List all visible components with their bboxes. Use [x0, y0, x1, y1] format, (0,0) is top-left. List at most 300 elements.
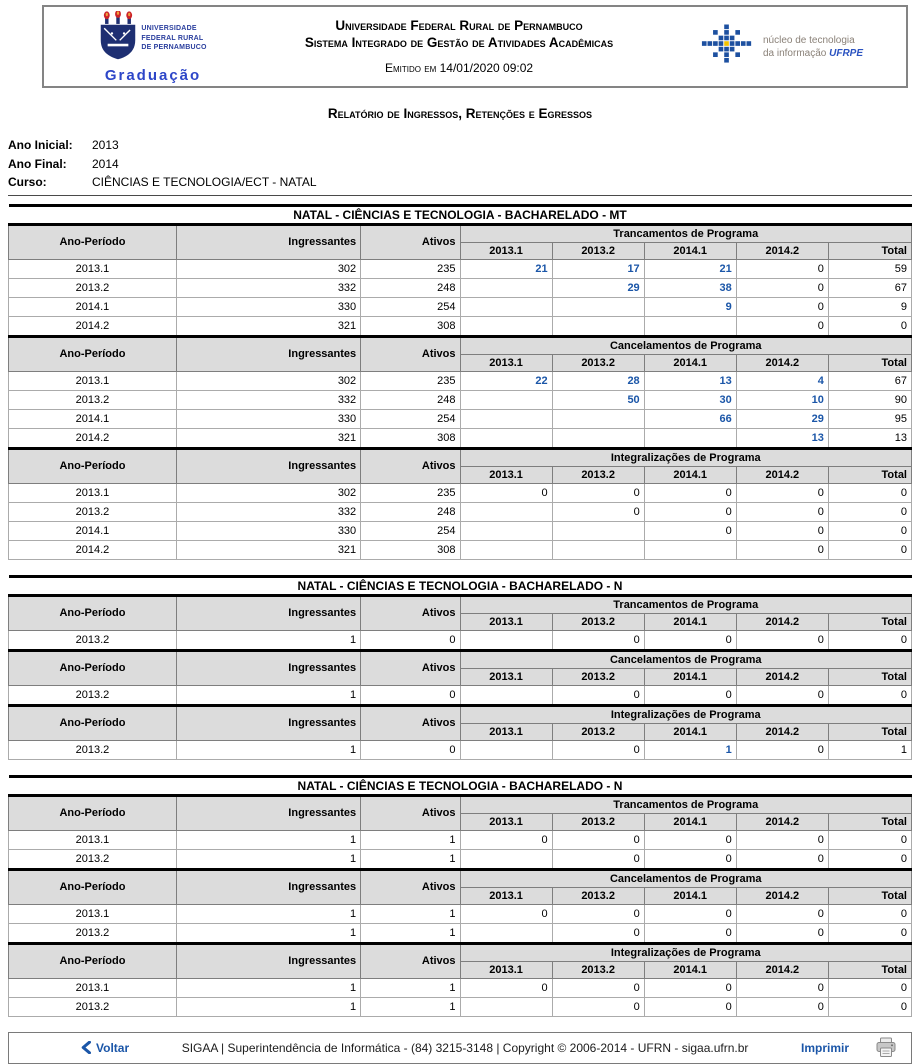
count-link[interactable]: 66 — [644, 409, 736, 428]
col-header-ano-periodo: Ano-Período — [9, 650, 177, 685]
col-header-period: 2014.2 — [736, 613, 828, 630]
cell-value: 0 — [644, 630, 736, 650]
col-header-ingressantes: Ingressantes — [176, 336, 360, 371]
col-header-period: 2013.1 — [460, 813, 552, 830]
cell-ano-periodo: 2014.2 — [9, 316, 177, 336]
col-header-period: 2013.2 — [552, 242, 644, 259]
table-row — [9, 830, 912, 849]
table-row — [9, 630, 912, 650]
cell-ativos: 254 — [361, 521, 460, 540]
cell-value: 0 — [552, 849, 644, 869]
cell-value: 0 — [736, 849, 828, 869]
nti-line2: da informação UFRPE — [762, 47, 864, 59]
university-logo-text — [141, 24, 206, 52]
print-button[interactable]: Imprimir — [800, 1040, 849, 1055]
cell-ativos: 0 — [361, 740, 460, 759]
col-header-period: 2013.2 — [552, 613, 644, 630]
col-header-total: Total — [828, 887, 911, 904]
col-header-period: 2014.2 — [736, 887, 828, 904]
col-header-ingressantes: Ingressantes — [176, 869, 360, 904]
table-row — [9, 483, 912, 502]
cell-ativos: 0 — [361, 630, 460, 650]
count-link[interactable]: 28 — [552, 371, 644, 390]
col-header-ativos: Ativos — [361, 336, 460, 371]
cell-ano-periodo: 2013.2 — [9, 278, 177, 297]
ufrpe-shield-icon — [99, 11, 137, 66]
cell-total: 0 — [828, 830, 911, 849]
cell-ano-periodo: 2013.2 — [9, 740, 177, 759]
section-header: Trancamentos de Programa — [460, 595, 912, 613]
cell-total: 0 — [828, 904, 911, 923]
cell-value: 0 — [736, 316, 828, 336]
count-link[interactable]: 9 — [644, 297, 736, 316]
cell-total: 0 — [828, 521, 911, 540]
count-link[interactable]: 4 — [736, 371, 828, 390]
table-row — [9, 685, 912, 705]
cell-value: 0 — [552, 978, 644, 997]
cell-ano-periodo: 2013.2 — [9, 849, 177, 869]
back-button[interactable] — [81, 1041, 129, 1055]
cell-total: 90 — [828, 390, 911, 409]
param-value: CIÊNCIAS E TECNOLOGIA/ECT - NATAL — [92, 175, 317, 190]
cell-value: 0 — [552, 904, 644, 923]
cell-value — [460, 849, 552, 869]
count-link[interactable]: 29 — [552, 278, 644, 297]
cell-value — [552, 540, 644, 559]
table-row — [9, 297, 912, 316]
page-header — [42, 5, 908, 88]
cell-ano-periodo: 2014.2 — [9, 428, 177, 448]
cell-total: 0 — [828, 316, 911, 336]
cell-value: 0 — [736, 297, 828, 316]
col-header-period: 2014.1 — [644, 242, 736, 259]
cell-total: 9 — [828, 297, 911, 316]
cell-value: 0 — [460, 978, 552, 997]
col-header-period: 2013.2 — [552, 354, 644, 371]
section-header: Integralizações de Programa — [460, 448, 912, 466]
module-name: Graduação — [104, 67, 202, 84]
cell-ativos: 1 — [361, 830, 460, 849]
nti-starburst-icon — [699, 18, 755, 75]
cell-value: 0 — [644, 923, 736, 943]
cell-value: 0 — [736, 685, 828, 705]
cell-value — [552, 521, 644, 540]
col-header-period: 2013.1 — [460, 613, 552, 630]
cell-ingressantes: 302 — [176, 371, 360, 390]
cell-value: 0 — [736, 483, 828, 502]
count-link[interactable]: 17 — [552, 259, 644, 278]
page-title: Relatório de Ingressos, Retenções e Egressos — [327, 106, 593, 121]
col-header-ingressantes: Ingressantes — [176, 650, 360, 685]
cell-ingressantes: 1 — [176, 923, 360, 943]
col-header-period: 2014.2 — [736, 354, 828, 371]
cell-value — [552, 316, 644, 336]
cell-total: 1 — [828, 740, 911, 759]
col-header-ano-periodo: Ano-Período — [9, 595, 177, 630]
emitted-timestamp: Emitido em 14/01/2020 09:02 — [384, 60, 534, 75]
col-header-ativos: Ativos — [361, 595, 460, 630]
section-header: Cancelamentos de Programa — [460, 336, 912, 354]
table-row — [9, 502, 912, 521]
col-header-period: 2014.1 — [644, 723, 736, 740]
cell-value — [460, 428, 552, 448]
cell-ingressantes: 1 — [176, 740, 360, 759]
cell-total: 0 — [828, 849, 911, 869]
col-header-period: 2014.2 — [736, 813, 828, 830]
col-header-ativos: Ativos — [361, 448, 460, 483]
back-button-label: Voltar — [96, 1040, 130, 1055]
col-header-period: 2013.2 — [552, 961, 644, 978]
col-header-period: 2013.2 — [552, 668, 644, 685]
nti-line1: núcleo de tecnologia — [762, 34, 855, 46]
cell-ingressantes: 321 — [176, 428, 360, 448]
cell-value — [460, 997, 552, 1016]
col-header-period: 2013.1 — [460, 466, 552, 483]
section-header: Integralizações de Programa — [460, 943, 912, 961]
cell-ingressantes: 1 — [176, 830, 360, 849]
cell-value — [552, 409, 644, 428]
cell-value: 0 — [460, 830, 552, 849]
cell-ativos: 235 — [361, 371, 460, 390]
cell-value — [460, 502, 552, 521]
cell-total: 59 — [828, 259, 911, 278]
cell-total: 0 — [828, 540, 911, 559]
cell-ativos: 1 — [361, 904, 460, 923]
cell-value: 0 — [644, 849, 736, 869]
param-label: Ano Inicial: — [8, 138, 73, 152]
report-table — [8, 575, 912, 760]
cell-ano-periodo: 2013.2 — [9, 502, 177, 521]
cell-ano-periodo: 2014.1 — [9, 409, 177, 428]
table-row — [9, 316, 912, 336]
nti-logo-text — [763, 34, 863, 60]
table-row — [9, 521, 912, 540]
cell-ativos: 0 — [361, 685, 460, 705]
cell-ingressantes: 332 — [176, 502, 360, 521]
table-row — [9, 409, 912, 428]
cell-ingressantes: 330 — [176, 409, 360, 428]
cell-ativos: 308 — [361, 428, 460, 448]
table-row — [9, 923, 912, 943]
cell-ativos: 248 — [361, 502, 460, 521]
col-header-period: 2014.1 — [644, 813, 736, 830]
table-title: NATAL - CIÊNCIAS E TECNOLOGIA - BACHARELADO - N — [9, 776, 912, 795]
col-header-ativos: Ativos — [361, 650, 460, 685]
cell-value: 0 — [552, 630, 644, 650]
count-link[interactable]: 10 — [736, 390, 828, 409]
cell-ano-periodo: 2013.2 — [9, 923, 177, 943]
system-name: Sistema Integrado de Gestão de Atividades Acadêmicas — [304, 35, 614, 50]
col-header-period: 2014.2 — [736, 466, 828, 483]
param-label: Ano Final: — [8, 156, 67, 171]
cell-value: 0 — [644, 521, 736, 540]
col-header-period: 2014.1 — [644, 613, 736, 630]
count-link[interactable]: 21 — [460, 259, 552, 278]
cell-value: 0 — [644, 904, 736, 923]
cell-value: 0 — [644, 483, 736, 502]
col-header-period: 2013.2 — [552, 466, 644, 483]
col-header-total: Total — [828, 961, 911, 978]
cell-ativos: 254 — [361, 297, 460, 316]
divider — [8, 195, 912, 196]
cell-value: 0 — [736, 502, 828, 521]
cell-ingressantes: 321 — [176, 316, 360, 336]
cell-total: 0 — [828, 630, 911, 650]
cell-value: 0 — [736, 540, 828, 559]
cell-value — [460, 923, 552, 943]
cell-value — [460, 540, 552, 559]
cell-total: 0 — [828, 483, 911, 502]
col-header-ingressantes: Ingressantes — [176, 448, 360, 483]
cell-total: 13 — [828, 428, 911, 448]
cell-ingressantes: 332 — [176, 278, 360, 297]
col-header-total: Total — [828, 354, 911, 371]
count-link[interactable]: 21 — [644, 259, 736, 278]
cell-ativos: 235 — [361, 259, 460, 278]
cell-ano-periodo: 2013.1 — [9, 978, 177, 997]
col-header-ingressantes: Ingressantes — [176, 943, 360, 978]
col-header-period: 2014.1 — [644, 466, 736, 483]
col-header-ativos: Ativos — [361, 705, 460, 740]
count-link[interactable]: 1 — [644, 740, 736, 759]
param-ano-inicial — [8, 136, 912, 155]
section-header: Trancamentos de Programa — [460, 795, 912, 813]
table-row — [9, 904, 912, 923]
col-header-period: 2013.1 — [460, 668, 552, 685]
cell-value: 0 — [552, 923, 644, 943]
cell-ativos: 1 — [361, 978, 460, 997]
col-header-period: 2014.2 — [736, 668, 828, 685]
count-link[interactable]: 50 — [552, 390, 644, 409]
cell-ano-periodo: 2013.1 — [9, 371, 177, 390]
cell-value — [644, 316, 736, 336]
table-row — [9, 428, 912, 448]
cell-ano-periodo: 2013.1 — [9, 904, 177, 923]
cell-ingressantes: 1 — [176, 685, 360, 705]
cell-ano-periodo: 2013.2 — [9, 630, 177, 650]
table-title-row — [9, 205, 912, 224]
logo-line: FEDERAL RURAL — [141, 34, 204, 42]
cell-total: 0 — [828, 685, 911, 705]
col-header-period: 2013.1 — [460, 887, 552, 904]
col-header-period: 2013.1 — [460, 242, 552, 259]
col-header-period: 2014.2 — [736, 242, 828, 259]
table-title-row — [9, 776, 912, 795]
col-header-period: 2014.2 — [736, 961, 828, 978]
cell-ingressantes: 1 — [176, 849, 360, 869]
col-header-ativos: Ativos — [361, 869, 460, 904]
col-header-ano-periodo: Ano-Período — [9, 336, 177, 371]
cell-ano-periodo: 2013.1 — [9, 259, 177, 278]
cell-value — [460, 278, 552, 297]
cell-ativos: 248 — [361, 390, 460, 409]
cell-value: 0 — [552, 502, 644, 521]
param-label: Curso: — [8, 175, 47, 190]
cell-ingressantes: 302 — [176, 259, 360, 278]
cell-value: 0 — [736, 740, 828, 759]
cell-ano-periodo: 2014.1 — [9, 297, 177, 316]
footer-info: SIGAA | Superintendência de Informática - (84) 3215-3148 | Copyright © 2006-2014 - UFRN - sigaa.ufrn.br — [181, 1040, 749, 1055]
cell-ingressantes: 1 — [176, 904, 360, 923]
cell-ativos: 1 — [361, 923, 460, 943]
count-link[interactable]: 29 — [736, 409, 828, 428]
cell-ano-periodo: 2013.2 — [9, 997, 177, 1016]
cell-value — [460, 740, 552, 759]
section-header: Trancamentos de Programa — [460, 224, 912, 242]
system-header — [262, 18, 656, 75]
count-link[interactable]: 22 — [460, 371, 552, 390]
cell-ano-periodo: 2013.2 — [9, 685, 177, 705]
table-row — [9, 371, 912, 390]
cell-value — [644, 428, 736, 448]
col-header-period: 2013.1 — [460, 723, 552, 740]
cell-value: 0 — [736, 978, 828, 997]
table-row — [9, 390, 912, 409]
section-header: Cancelamentos de Programa — [460, 650, 912, 668]
nti-logo — [656, 18, 906, 75]
cell-value: 0 — [736, 997, 828, 1016]
cell-total: 0 — [828, 502, 911, 521]
col-header-ano-periodo: Ano-Período — [9, 943, 177, 978]
col-header-ano-periodo: Ano-Período — [9, 869, 177, 904]
footer-bar — [8, 1032, 912, 1064]
param-value: 2014 — [92, 156, 119, 171]
table-row — [9, 259, 912, 278]
cell-value — [460, 316, 552, 336]
cell-value — [460, 409, 552, 428]
cell-value: 0 — [552, 740, 644, 759]
param-ano-final — [8, 155, 912, 174]
cell-value: 0 — [552, 685, 644, 705]
cell-value — [460, 390, 552, 409]
university-logo — [44, 9, 262, 84]
cell-ativos: 308 — [361, 540, 460, 559]
report-table — [8, 775, 912, 1017]
cell-value: 0 — [644, 830, 736, 849]
cell-ativos: 1 — [361, 849, 460, 869]
cell-value: 0 — [460, 904, 552, 923]
table-row — [9, 278, 912, 297]
cell-value — [460, 521, 552, 540]
col-header-period: 2014.1 — [644, 354, 736, 371]
col-header-ingressantes: Ingressantes — [176, 595, 360, 630]
table-row — [9, 849, 912, 869]
col-header-total: Total — [828, 613, 911, 630]
col-header-period: 2014.1 — [644, 961, 736, 978]
cell-ingressantes: 330 — [176, 521, 360, 540]
col-header-total: Total — [828, 813, 911, 830]
col-header-total: Total — [828, 723, 911, 740]
cell-value — [460, 630, 552, 650]
cell-total: 0 — [828, 997, 911, 1016]
logo-line: DE PERNAMBUCO — [141, 44, 207, 52]
cell-ativos: 248 — [361, 278, 460, 297]
cell-value: 0 — [736, 521, 828, 540]
count-link[interactable]: 30 — [644, 390, 736, 409]
table-title: NATAL - CIÊNCIAS E TECNOLOGIA - BACHARELADO - N — [9, 576, 912, 595]
table-row — [9, 978, 912, 997]
cell-value: 0 — [736, 830, 828, 849]
cell-ativos: 254 — [361, 409, 460, 428]
col-header-ano-periodo: Ano-Período — [9, 224, 177, 259]
cell-ingressantes: 1 — [176, 997, 360, 1016]
cell-value: 0 — [552, 830, 644, 849]
table-row — [9, 997, 912, 1016]
nti-brand: UFRPE — [829, 47, 864, 59]
cell-ingressantes: 302 — [176, 483, 360, 502]
cell-value: 0 — [736, 923, 828, 943]
cell-value: 0 — [736, 259, 828, 278]
col-header-period: 2013.1 — [460, 354, 552, 371]
logo-line: UNIVERSIDADE — [141, 25, 197, 33]
cell-value — [460, 685, 552, 705]
cell-total: 67 — [828, 278, 911, 297]
col-header-period: 2013.2 — [552, 887, 644, 904]
count-link[interactable]: 13 — [736, 428, 828, 448]
section-header: Integralizações de Programa — [460, 705, 912, 723]
col-header-ano-periodo: Ano-Período — [9, 448, 177, 483]
cell-ingressantes: 1 — [176, 630, 360, 650]
param-curso — [8, 173, 912, 192]
cell-ano-periodo: 2014.1 — [9, 521, 177, 540]
cell-ano-periodo: 2013.1 — [9, 830, 177, 849]
cell-total: 0 — [828, 978, 911, 997]
count-link[interactable]: 13 — [644, 371, 736, 390]
cell-total: 95 — [828, 409, 911, 428]
cell-value: 0 — [644, 997, 736, 1016]
cell-value — [644, 540, 736, 559]
cell-ingressantes: 330 — [176, 297, 360, 316]
param-value: 2013 — [92, 138, 119, 152]
cell-ingressantes: 332 — [176, 390, 360, 409]
col-header-period: 2014.1 — [644, 887, 736, 904]
cell-value — [460, 297, 552, 316]
col-header-ativos: Ativos — [361, 943, 460, 978]
cell-value — [552, 297, 644, 316]
university-name: Universidade Federal Rural de Pernambuco — [335, 18, 583, 34]
col-header-ingressantes: Ingressantes — [176, 705, 360, 740]
cell-ano-periodo: 2014.2 — [9, 540, 177, 559]
cell-value: 0 — [644, 978, 736, 997]
cell-ano-periodo: 2013.1 — [9, 483, 177, 502]
cell-ativos: 235 — [361, 483, 460, 502]
cell-ingressantes: 321 — [176, 540, 360, 559]
cell-value: 0 — [736, 630, 828, 650]
cell-value: 0 — [736, 278, 828, 297]
cell-ativos: 1 — [361, 997, 460, 1016]
col-header-period: 2013.1 — [460, 961, 552, 978]
col-header-ano-periodo: Ano-Período — [9, 795, 177, 830]
col-header-ingressantes: Ingressantes — [176, 224, 360, 259]
count-link[interactable]: 38 — [644, 278, 736, 297]
cell-ativos: 308 — [361, 316, 460, 336]
report-params — [8, 136, 912, 192]
col-header-ativos: Ativos — [361, 795, 460, 830]
cell-value — [552, 428, 644, 448]
cell-value: 0 — [644, 502, 736, 521]
col-header-ingressantes: Ingressantes — [176, 795, 360, 830]
cell-value: 0 — [552, 997, 644, 1016]
cell-value: 0 — [644, 685, 736, 705]
col-header-period: 2014.2 — [736, 723, 828, 740]
cell-total: 67 — [828, 371, 911, 390]
col-header-total: Total — [828, 466, 911, 483]
section-header: Cancelamentos de Programa — [460, 869, 912, 887]
chevron-left-icon — [81, 1041, 91, 1054]
printer-icon[interactable] — [875, 1037, 897, 1058]
col-header-total: Total — [828, 242, 911, 259]
col-header-period: 2013.2 — [552, 723, 644, 740]
